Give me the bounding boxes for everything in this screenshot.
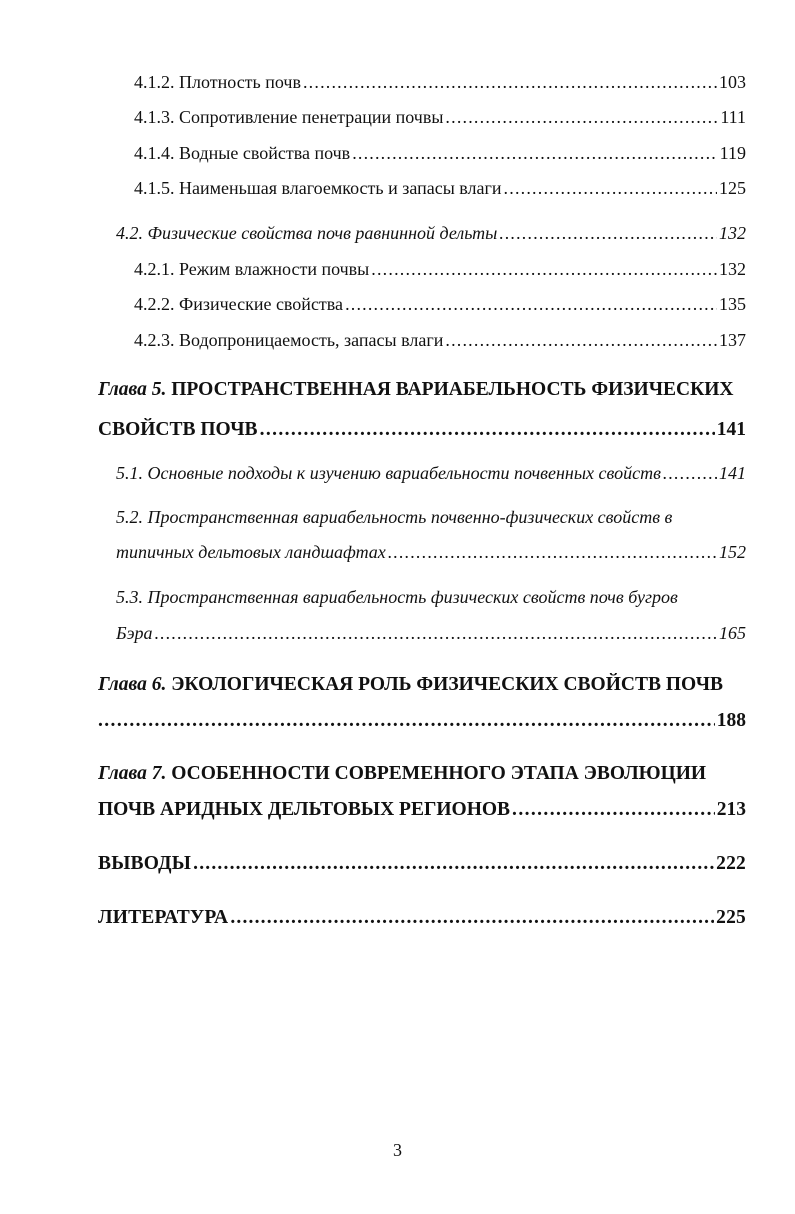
toc-entry-title: 4.1.5. Наименьшая влагоемкость и запасы влаги: [134, 178, 502, 198]
toc-entry-title: ЛИТЕРАТУРА: [98, 907, 229, 928]
chapter-title-continued: ПОЧВ АРИДНЫХ ДЕЛЬТОВЫХ РЕГИОНОВ: [98, 799, 511, 820]
chapter-label: Глава 5.: [98, 379, 167, 400]
toc-entry-page: 125: [719, 178, 746, 198]
toc-entry-title: 4.1.3. Сопротивление пенетрации почвы: [134, 107, 444, 127]
toc-entry-4-1-2[interactable]: [134, 70, 746, 94]
dot-leader: [371, 257, 717, 281]
toc-entry-page: 141: [719, 463, 746, 483]
toc-entry-5-2-line-2[interactable]: [116, 540, 746, 564]
toc-entry-page: 137: [719, 330, 746, 350]
toc-entry-page: 165: [719, 623, 746, 643]
chapter-title: ОСОБЕННОСТИ СОВРЕМЕННОГО ЭТАПА ЭВОЛЮЦИИ: [171, 763, 707, 784]
chapter-label: Глава 7.: [98, 763, 167, 784]
toc-entry-4-2-2[interactable]: [134, 292, 746, 316]
toc-entry-4-2[interactable]: [116, 221, 746, 245]
toc-entry-5-3-line-1[interactable]: [116, 585, 746, 609]
toc-entry-4-1-4[interactable]: [134, 141, 746, 165]
chapter-title: ПРОСТРАНСТВЕННАЯ ВАРИАБЕЛЬНОСТЬ ФИЗИЧЕСКИХ: [171, 379, 734, 400]
chapter-title: ЭКОЛОГИЧЕСКАЯ РОЛЬ ФИЗИЧЕСКИХ СВОЙСТВ ПОЧВ: [171, 674, 724, 695]
toc-entry-page: 188: [716, 710, 746, 731]
toc-entry-page: 135: [719, 294, 746, 314]
toc-entry-title: ВЫВОДЫ: [98, 853, 192, 874]
toc-entry-literature[interactable]: [98, 906, 746, 930]
toc-entry-title-continued: типичных дельтовых ландшафтах: [116, 542, 386, 562]
dot-leader: [663, 461, 717, 485]
toc-entry-5-2-line-1[interactable]: [116, 505, 746, 529]
toc-entry-title: 4.1.4. Водные свойства почв: [134, 143, 351, 163]
toc-entry-page: 225: [716, 907, 746, 928]
toc-chapter-5-line-1[interactable]: [98, 378, 746, 402]
toc-entry-title: 4.1.2. Плотность почв: [134, 72, 301, 92]
toc-entry-title: 4.2.2. Физические свойства: [134, 294, 344, 314]
toc-entry-page: 152: [719, 542, 746, 562]
toc-chapter-5-line-2[interactable]: [98, 418, 746, 442]
toc-entry-title: 5.1. Основные подходы к изучению вариабельности почвенных свойств: [116, 463, 661, 483]
chapter-label: Глава 6.: [98, 674, 167, 695]
toc-entry-title: 5.3. Пространственная вариабельность физических свойств почв бугров: [116, 587, 678, 607]
toc-entry-title: 4.2.3. Водопроницаемость, запасы влаги: [134, 330, 444, 350]
dot-leader: [260, 418, 715, 442]
toc-entry-page: 103: [719, 72, 746, 92]
toc-entry-page: 213: [716, 799, 746, 820]
toc-entry-page: 222: [716, 853, 746, 874]
dot-leader: [98, 709, 715, 733]
toc-entry-page: 132: [719, 259, 746, 279]
toc-entry-5-1[interactable]: [116, 461, 746, 485]
toc-entry-page: 119: [719, 143, 746, 163]
chapter-title-continued: СВОЙСТВ ПОЧВ: [98, 419, 258, 440]
dot-leader: [345, 292, 717, 316]
page-number: 3: [393, 1140, 402, 1160]
dot-leader: [352, 141, 717, 165]
dot-leader: [193, 852, 714, 876]
toc-entry-5-3-line-2[interactable]: [116, 621, 746, 645]
toc-entry-page: 111: [720, 107, 746, 127]
toc-entry-4-1-3[interactable]: [134, 105, 746, 129]
toc-chapter-6-line-1[interactable]: [98, 673, 746, 697]
toc-entry-title: 5.2. Пространственная вариабельность почвенно-физических свойств в: [116, 507, 673, 527]
dot-leader: [230, 906, 714, 930]
dot-leader: [504, 176, 717, 200]
dot-leader: [445, 105, 718, 129]
toc-entry-4-2-3[interactable]: [134, 328, 746, 352]
toc-chapter-7-line-1[interactable]: [98, 762, 746, 786]
toc-entry-page: 132: [719, 223, 746, 243]
dot-leader: [303, 70, 717, 94]
dot-leader: [388, 540, 717, 564]
dot-leader: [155, 621, 717, 645]
toc-entry-4-2-1[interactable]: [134, 257, 746, 281]
toc-entry-title: 4.2.1. Режим влажности почвы: [134, 259, 370, 279]
toc-entry-title: 4.2. Физические свойства почв равнинной дельты: [116, 223, 498, 243]
dot-leader: [445, 328, 717, 352]
dot-leader: [499, 221, 717, 245]
toc-chapter-6-line-2[interactable]: [98, 709, 746, 733]
toc-entry-page: 141: [716, 419, 746, 440]
toc-entry-conclusions[interactable]: [98, 852, 746, 876]
toc-chapter-7-line-2[interactable]: [98, 798, 746, 822]
toc-entry-4-1-5[interactable]: [134, 176, 746, 200]
dot-leader: [512, 798, 715, 822]
toc-entry-title-continued: Бэра: [116, 623, 153, 643]
